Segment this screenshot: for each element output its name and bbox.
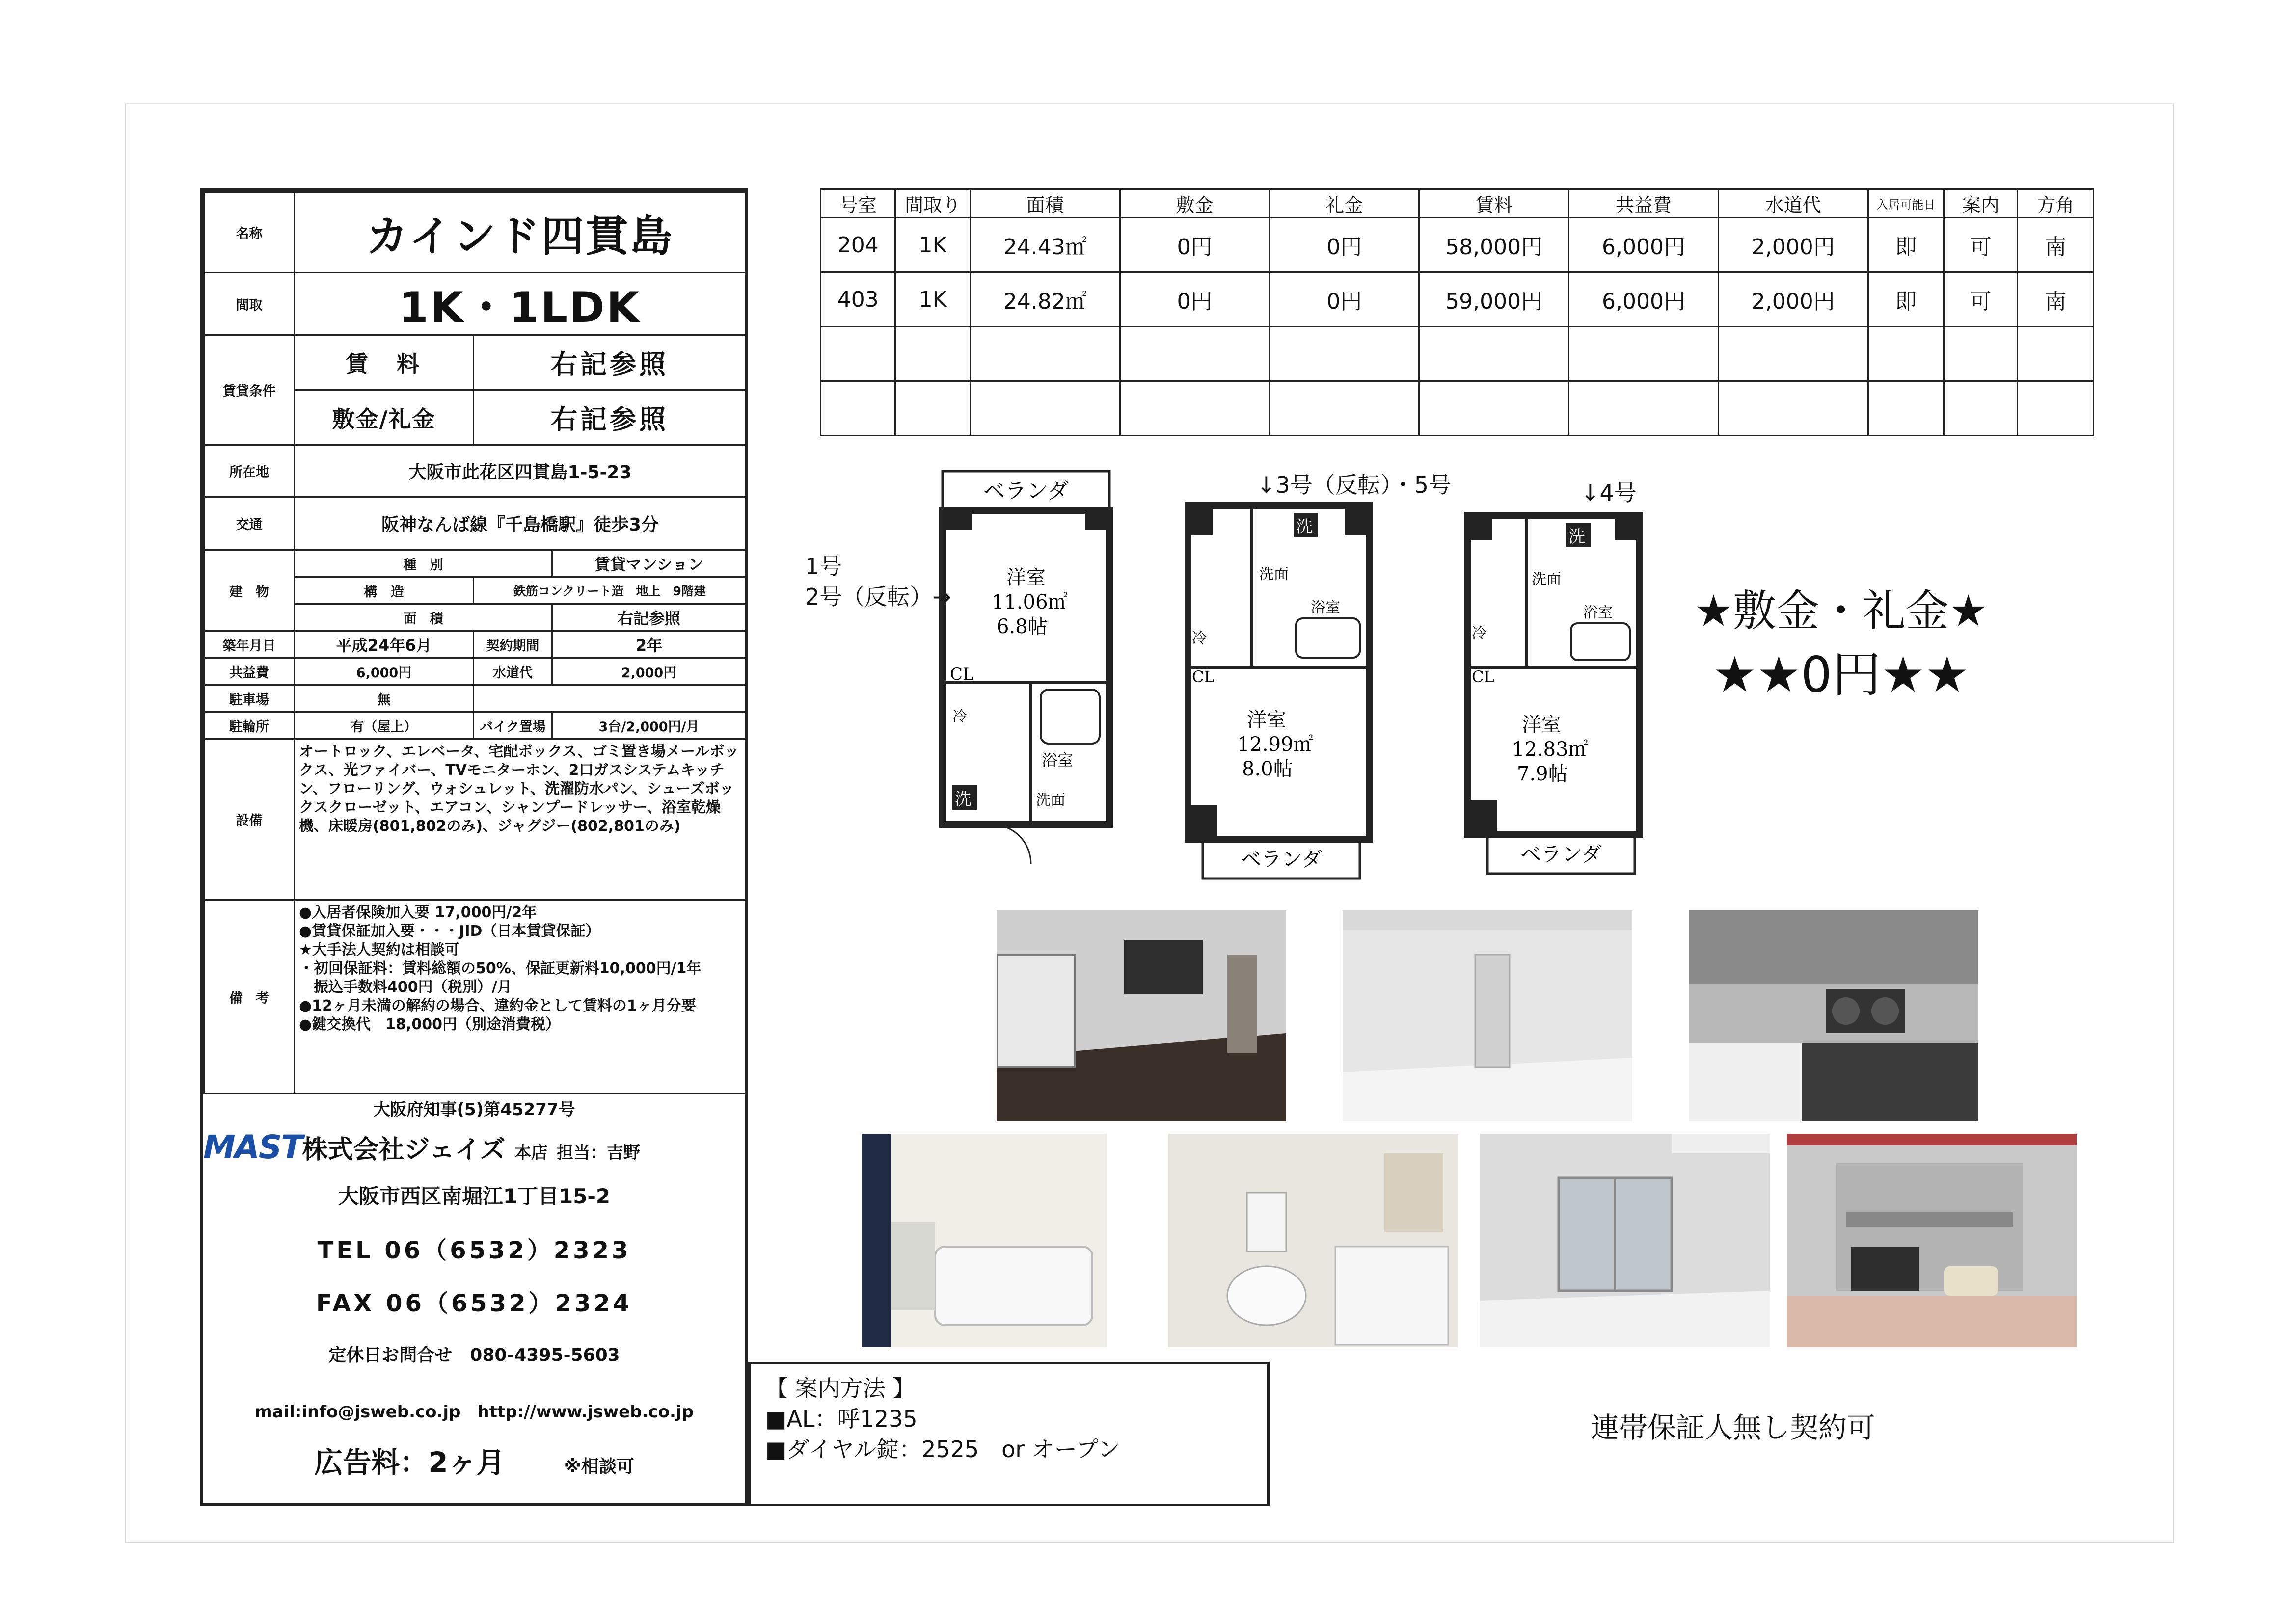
plan2-label: ↓3号（反転）・5号 bbox=[1257, 472, 1452, 498]
cell bbox=[1120, 381, 1270, 436]
col-header: 入居可能日 bbox=[1868, 189, 1944, 218]
moto-label: バイク置場 bbox=[474, 712, 552, 739]
col-header: 号室 bbox=[821, 189, 895, 218]
cell: 6,000円 bbox=[1569, 272, 1719, 327]
cell: 58,000円 bbox=[1419, 218, 1569, 272]
cell bbox=[1270, 381, 1419, 436]
wall-block bbox=[1188, 506, 1213, 535]
built-label: 築年月日 bbox=[204, 631, 295, 658]
plan1-label-a: 1号 bbox=[805, 553, 842, 580]
cell bbox=[1419, 327, 1569, 381]
promo-line-1: ★敷金・礼金★ bbox=[1694, 585, 1988, 636]
holiday-contact: 定休日お問合せ 080-4395-5603 bbox=[328, 1345, 620, 1365]
cell bbox=[2018, 327, 2094, 381]
note-line: ・初回保証料：賃料総額の50%、保証更新料10,000円/1年 bbox=[299, 960, 702, 977]
common-fee-label: 共益費 bbox=[204, 658, 295, 685]
cell: 0円 bbox=[1120, 218, 1270, 272]
bathtub-icon bbox=[1041, 690, 1100, 744]
wall-block bbox=[1085, 510, 1109, 530]
cell bbox=[1419, 381, 1569, 436]
units-table bbox=[820, 188, 2094, 436]
washroom-label: 洗面 bbox=[1036, 792, 1065, 809]
cell: 即 bbox=[1868, 218, 1944, 272]
cell bbox=[1944, 327, 2018, 381]
building-label: 建 物 bbox=[204, 550, 295, 631]
cell bbox=[821, 327, 895, 381]
type-label: 種 別 bbox=[295, 550, 552, 577]
fridge-label: 冷 bbox=[952, 708, 967, 725]
structure-label: 構 造 bbox=[295, 577, 474, 604]
cell: 0円 bbox=[1120, 272, 1270, 327]
water-value: 2,000円 bbox=[552, 658, 746, 685]
company-url: http://www.jsweb.co.jp bbox=[477, 1402, 694, 1422]
cell bbox=[895, 327, 970, 381]
cell: 南 bbox=[2018, 272, 2094, 327]
cell bbox=[1569, 381, 1719, 436]
room-label: 洋室 bbox=[1522, 714, 1561, 736]
mast-logo: MAST bbox=[203, 1128, 302, 1166]
facilities-label: 設備 bbox=[204, 739, 295, 900]
cell: 0円 bbox=[1270, 218, 1419, 272]
col-header: 共益費 bbox=[1569, 189, 1719, 218]
washer-label: 洗 bbox=[955, 790, 972, 809]
wall-block bbox=[1615, 515, 1640, 540]
room-tatami: 7.9帖 bbox=[1517, 763, 1568, 785]
wall-block bbox=[1188, 805, 1217, 839]
wall-block bbox=[943, 510, 972, 530]
company-branch: 本店 bbox=[514, 1143, 548, 1163]
promo-block bbox=[1689, 579, 1993, 707]
cell: 可 bbox=[1944, 218, 2018, 272]
company-block bbox=[203, 1092, 745, 1509]
license-number: 大阪府知事(5)第45277号 bbox=[373, 1100, 575, 1119]
rent-terms-label: 賃貸条件 bbox=[204, 335, 295, 445]
area-label: 面 積 bbox=[295, 604, 552, 631]
property-layout: 1K・1LDK bbox=[295, 273, 746, 335]
wall-block bbox=[1468, 515, 1492, 540]
parking-label: 駐車場 bbox=[204, 685, 295, 712]
veranda-label: ベランダ bbox=[1240, 847, 1323, 871]
cell: 南 bbox=[2018, 218, 2094, 272]
photo-room-white bbox=[1343, 910, 1632, 1121]
door-swing-icon bbox=[992, 825, 1031, 864]
wall-block bbox=[1468, 800, 1497, 834]
washroom-label: 洗面 bbox=[1532, 571, 1561, 588]
col-header: 礼金 bbox=[1270, 189, 1419, 218]
property-spec-panel bbox=[200, 188, 748, 1506]
fridge-label: 冷 bbox=[1472, 625, 1486, 642]
company-tel: TEL 06（6532）2323 bbox=[317, 1237, 631, 1264]
cell bbox=[1868, 327, 1944, 381]
guide-line-2: ■ダイヤル錠：2525 or オープン bbox=[765, 1436, 1120, 1463]
col-header: 面積 bbox=[970, 189, 1120, 218]
room-tatami: 6.8帖 bbox=[997, 615, 1048, 638]
plan1-label-b: 2号（反転）→ bbox=[805, 584, 951, 610]
guide-title: 【 案内方法 】 bbox=[765, 1375, 916, 1402]
table-row bbox=[821, 381, 2094, 436]
cell bbox=[2018, 381, 2094, 436]
parking-value: 無 bbox=[295, 685, 474, 712]
cell: 可 bbox=[1944, 272, 2018, 327]
room-area: 12.99㎡ bbox=[1237, 733, 1313, 756]
room-area: 12.83㎡ bbox=[1512, 738, 1588, 761]
company-name: 株式会社ジェイズ bbox=[302, 1135, 506, 1165]
ad-fee-line bbox=[203, 1439, 745, 1481]
room-label: 洋室 bbox=[1006, 566, 1046, 589]
cell: 2,000円 bbox=[1718, 218, 1868, 272]
floor-plan-3 bbox=[1458, 506, 1654, 888]
note-line: ●入居者保険加入要 17,000円/2年 bbox=[299, 904, 537, 921]
rent-label: 賃 料 bbox=[295, 335, 474, 390]
bike-label: 駐輪所 bbox=[204, 712, 295, 739]
fridge-label: 冷 bbox=[1192, 630, 1207, 647]
plan3-label: ↓4号 bbox=[1581, 479, 1637, 506]
cell: 24.82㎡ bbox=[970, 272, 1120, 327]
cell bbox=[970, 327, 1120, 381]
promo-line-2: ★★0円★★ bbox=[1712, 646, 1970, 703]
common-fee-value: 6,000円 bbox=[295, 658, 474, 685]
photo-room-window bbox=[1480, 1134, 1770, 1347]
ad-fee-note: ※相談可 bbox=[564, 1457, 634, 1477]
area-value: 右記参照 bbox=[552, 604, 746, 631]
type-value: 賃貸マンション bbox=[552, 550, 746, 577]
bike-value: 有（屋上） bbox=[295, 712, 474, 739]
guide-box bbox=[748, 1362, 1270, 1506]
note-line: ★大手法人契約は相談可 bbox=[299, 941, 459, 958]
wall-block bbox=[1345, 506, 1370, 535]
cell bbox=[1718, 327, 1868, 381]
cell: 59,000円 bbox=[1419, 272, 1569, 327]
table-row bbox=[821, 218, 2094, 272]
floor-plan-1 bbox=[933, 466, 1119, 888]
bath-label: 浴室 bbox=[1311, 599, 1340, 616]
notes-block bbox=[295, 900, 746, 1094]
spec-table bbox=[203, 191, 747, 1094]
table-row bbox=[821, 327, 2094, 381]
col-header: 間取り bbox=[895, 189, 970, 218]
closet-label: CL bbox=[1472, 667, 1494, 686]
floor-plan-2 bbox=[1178, 491, 1384, 893]
water-label: 水道代 bbox=[474, 658, 552, 685]
guarantor-note: 連帯保証人無し契約可 bbox=[1591, 1411, 1876, 1444]
cell: 1K bbox=[895, 272, 970, 327]
col-header: 賃料 bbox=[1419, 189, 1569, 218]
bathtub-icon bbox=[1296, 618, 1360, 658]
company-name-line bbox=[203, 1128, 745, 1166]
veranda-label: ベランダ bbox=[1520, 842, 1602, 866]
contact-web bbox=[203, 1398, 745, 1422]
col-header: 案内 bbox=[1944, 189, 2018, 218]
contract-label: 契約期間 bbox=[474, 631, 552, 658]
washer-label: 洗 bbox=[1568, 527, 1585, 547]
washer-label: 洗 bbox=[1296, 517, 1313, 537]
veranda-label: ベランダ bbox=[983, 479, 1069, 504]
room-area: 11.06㎡ bbox=[992, 591, 1068, 613]
contract-value: 2年 bbox=[552, 631, 746, 658]
address-label: 所在地 bbox=[204, 445, 295, 497]
photo-living-room bbox=[997, 910, 1286, 1121]
room-tatami: 8.0帖 bbox=[1242, 758, 1293, 780]
table-row bbox=[821, 272, 2094, 327]
property-name: カインド四貫島 bbox=[295, 192, 746, 273]
transport-label: 交通 bbox=[204, 497, 295, 550]
note-line: ●鍵交換代 18,000円（別途消費税） bbox=[299, 1016, 560, 1033]
cell bbox=[1868, 381, 1944, 436]
cell bbox=[1944, 381, 2018, 436]
note-line: ●12ヶ月未満の解約の場合、違約金として賃料の1ヶ月分要 bbox=[299, 997, 696, 1014]
rent-value: 右記参照 bbox=[474, 335, 746, 390]
photo-building-exterior bbox=[1787, 1134, 2077, 1347]
built-value: 平成24年6月 bbox=[295, 631, 474, 658]
cell bbox=[895, 381, 970, 436]
room-label: 洋室 bbox=[1247, 709, 1286, 731]
bath-label: 浴室 bbox=[1583, 604, 1613, 621]
cell: 2,000円 bbox=[1718, 272, 1868, 327]
cell bbox=[1569, 327, 1719, 381]
deposit-value: 右記参照 bbox=[474, 390, 746, 445]
company-address: 大阪市西区南堀江1丁目15-2 bbox=[338, 1184, 611, 1208]
cell: 403 bbox=[821, 272, 895, 327]
note-line: 振込手数料400円（税別）/月 bbox=[299, 979, 512, 996]
layout-label: 間取 bbox=[204, 273, 295, 335]
bath-label: 浴室 bbox=[1042, 751, 1074, 770]
cell: 1K bbox=[895, 218, 970, 272]
cell bbox=[1718, 381, 1868, 436]
transport-value: 阪神なんば線『千島橋駅』徒歩3分 bbox=[295, 497, 746, 550]
cell: 204 bbox=[821, 218, 895, 272]
cell: 6,000円 bbox=[1569, 218, 1719, 272]
note-line: ●賃貸保証加入要・・・JID（日本賃貸保証） bbox=[299, 923, 600, 940]
company-staff: 担当：吉野 bbox=[556, 1143, 640, 1163]
cell: 即 bbox=[1868, 272, 1944, 327]
cell: 0円 bbox=[1270, 272, 1419, 327]
col-header: 方角 bbox=[2018, 189, 2094, 218]
plan-outer-wall bbox=[1188, 506, 1370, 839]
photo-kitchen bbox=[1689, 910, 1978, 1121]
company-mail: mail:info@jsweb.co.jp bbox=[255, 1402, 461, 1422]
guide-line-1: ■AL：呼1235 bbox=[765, 1406, 918, 1432]
washroom-label: 洗面 bbox=[1259, 566, 1289, 583]
units-header-row bbox=[821, 189, 2094, 218]
cell bbox=[1120, 327, 1270, 381]
closet-label: CL bbox=[950, 665, 974, 684]
cell bbox=[970, 381, 1120, 436]
cell: 24.43㎡ bbox=[970, 218, 1120, 272]
cell bbox=[1270, 327, 1419, 381]
facilities-text: オートロック、エレベータ、宅配ボックス、ゴミ置き場メールボックス、光ファイバー、TVモニターホン、2口ガスシステムキッチン、フローリング、ウォシュレット、洗濯防水パン、シューズボックスクローゼット、エアコン、シャンプードレッサー、浴室乾燥機、床暖房(801,802のみ)、ジャグジー(802,801のみ) bbox=[295, 739, 746, 900]
col-header: 敷金 bbox=[1120, 189, 1270, 218]
deposit-label: 敷金/礼金 bbox=[295, 390, 474, 445]
address-value: 大阪市此花区四貫島1-5-23 bbox=[295, 445, 746, 497]
structure-value: 鉄筋コンクリート造 地上 9階建 bbox=[474, 577, 746, 604]
bathtub-icon bbox=[1571, 623, 1630, 660]
photo-toilet-washstand bbox=[1168, 1134, 1458, 1347]
notes-label: 備 考 bbox=[204, 900, 295, 1094]
closet-label: CL bbox=[1192, 667, 1215, 686]
cell bbox=[821, 381, 895, 436]
company-fax: FAX 06（6532）2324 bbox=[316, 1290, 633, 1317]
photo-bathroom bbox=[862, 1134, 1107, 1347]
col-header: 水道代 bbox=[1718, 189, 1868, 218]
moto-value: 3台/2,000円/月 bbox=[552, 712, 746, 739]
ad-fee: 広告料：2ヶ月 bbox=[314, 1446, 505, 1479]
name-label: 名称 bbox=[204, 192, 295, 273]
